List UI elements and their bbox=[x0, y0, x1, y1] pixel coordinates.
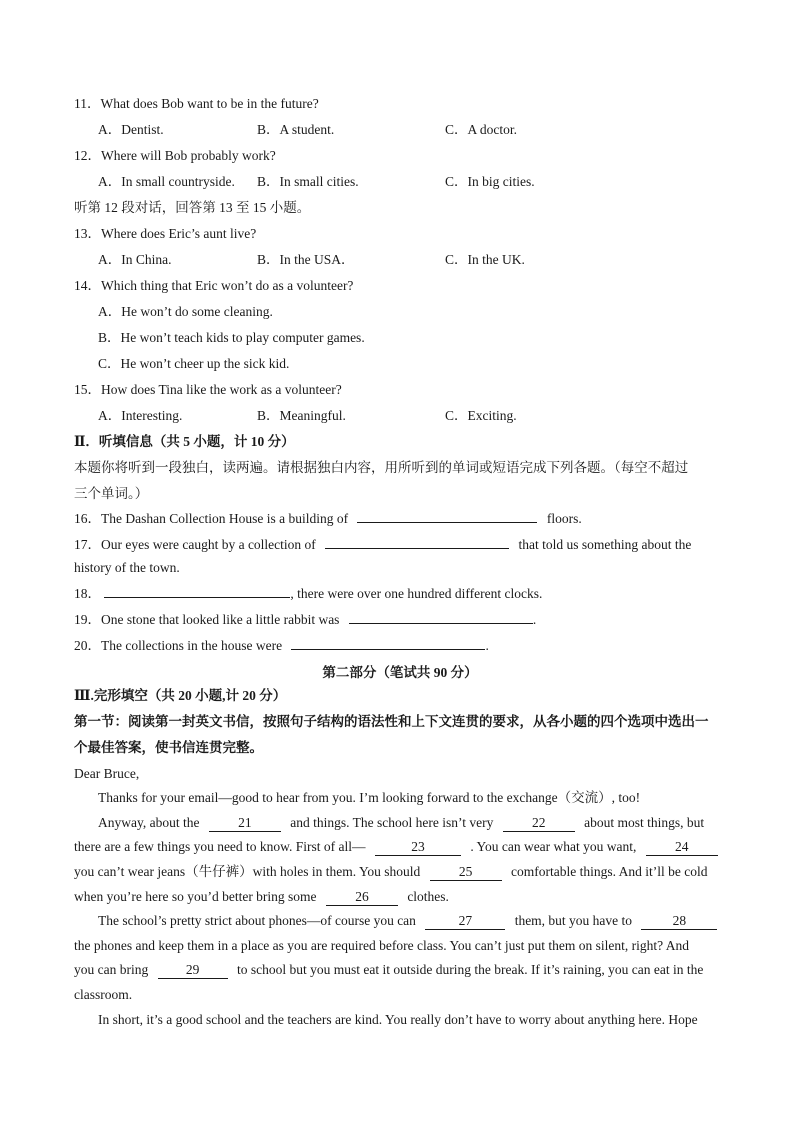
option-a: A．He won’t do some cleaning. bbox=[98, 304, 273, 319]
cloze-blank-21[interactable]: 21 bbox=[209, 815, 281, 832]
question-17-text-end: that told us something about the bbox=[518, 537, 692, 552]
text: you can’t wear jeans（牛仔裤）with holes in them. You should bbox=[74, 864, 421, 879]
question-16 bbox=[74, 508, 582, 528]
text: when you’re here so you’d better bring some bbox=[74, 889, 317, 904]
cloze-blank-26[interactable]: 26 bbox=[326, 889, 398, 906]
text: there are a few things you need to know. First of all— bbox=[74, 839, 366, 854]
option-c: C．In big cities. bbox=[445, 174, 535, 189]
question-18-text: , there were over one hundred different clocks. bbox=[290, 586, 543, 601]
letter-paragraph-3-line-4: classroom. bbox=[74, 987, 133, 1002]
text: clothes. bbox=[407, 889, 449, 904]
option-c: C．He won’t cheer up the sick kid. bbox=[98, 356, 290, 371]
question-17-cont: history of the town. bbox=[74, 560, 180, 575]
cloze-blank-24[interactable]: 24 bbox=[646, 839, 718, 856]
letter-paragraph-3-line-2: the phones and keep them in a place as you are required before class. You can’t just put them on silent, right? And bbox=[74, 938, 689, 953]
text: about most things, but bbox=[584, 815, 705, 830]
text: and things. The school here isn’t very bbox=[290, 815, 494, 830]
text: them, but you have to bbox=[514, 913, 633, 928]
question-17-text: 17．Our eyes were caught by a collection of bbox=[74, 537, 316, 552]
letter-paragraph-2-line-4 bbox=[74, 888, 449, 906]
question-12: 12．Where will Bob probably work? bbox=[74, 148, 276, 163]
letter-paragraph-2-line-3 bbox=[74, 863, 707, 881]
question-20-end: . bbox=[485, 638, 489, 653]
question-16-text-end: floors. bbox=[546, 511, 582, 526]
answer-blank-19[interactable] bbox=[349, 609, 533, 624]
text: to school but you must eat it outside during the break. If it’s raining, you can eat in the bbox=[236, 962, 704, 977]
cloze-blank-27[interactable]: 27 bbox=[425, 913, 505, 930]
question-20-text: 20．The collections in the house were bbox=[74, 638, 283, 653]
question-19 bbox=[74, 609, 536, 629]
part-2-title: 第二部分（笔试共 90 分） bbox=[322, 665, 478, 680]
letter-paragraph-1: Thanks for your email—good to hear from you. I’m looking forward to the exchange（交流）, too! bbox=[98, 790, 641, 805]
text: The school’s pretty strict about phones—of course you can bbox=[98, 913, 416, 928]
section-3-heading: Ⅲ.完形填空（共 20 小题,计 20 分） bbox=[74, 688, 287, 703]
letter-paragraph-4: In short, it’s a good school and the teachers are kind. You really don’t have to worry about anything here. Hope bbox=[98, 1012, 698, 1027]
cloze-blank-29[interactable]: 29 bbox=[158, 962, 228, 979]
option-b: B．He won’t teach kids to play computer games. bbox=[98, 330, 365, 345]
section-2-instructions: 本题你将听到一段独白，读两遍。请根据独白内容，用所听到的单词或短语完成下列各题。（每空不超过 bbox=[74, 460, 689, 475]
option-b: B．In small cities. bbox=[257, 174, 359, 189]
question-15: 15．How does Tina like the work as a volunteer? bbox=[74, 382, 342, 397]
section-3-instructions: 第一节：阅读第一封英文书信，按照句子结构的语法性和上下文连贯的要求，从各小题的四个选项中选出一 bbox=[74, 714, 709, 729]
question-19-text: 19．One stone that looked like a little rabbit was bbox=[74, 612, 340, 627]
letter-paragraph-2-line-2 bbox=[74, 838, 718, 856]
answer-blank-16[interactable] bbox=[357, 508, 537, 523]
answer-blank-18[interactable] bbox=[104, 583, 290, 598]
letter-paragraph-3-line-1 bbox=[98, 912, 717, 930]
question-13: 13．Where does Eric’s aunt live? bbox=[74, 226, 257, 241]
answer-blank-17[interactable] bbox=[325, 534, 509, 549]
section-2-instructions-cont: 三个单词。） bbox=[74, 486, 149, 501]
option-c: C．A doctor. bbox=[445, 122, 518, 137]
text: comfortable things. And it’ll be cold bbox=[510, 864, 708, 879]
option-c: C．Exciting. bbox=[445, 408, 517, 423]
question-16-text: 16．The Dashan Collection House is a building of bbox=[74, 511, 349, 526]
cloze-blank-23[interactable]: 23 bbox=[375, 839, 461, 856]
letter-salutation: Dear Bruce, bbox=[74, 766, 140, 781]
cloze-blank-28[interactable]: 28 bbox=[641, 913, 717, 930]
section-2-heading: Ⅱ．听填信息（共 5 小题，计 10 分） bbox=[74, 434, 295, 449]
letter-paragraph-2-line-1 bbox=[98, 814, 704, 832]
question-14: 14．Which thing that Eric won’t do as a volunteer? bbox=[74, 278, 354, 293]
question-20 bbox=[74, 635, 489, 655]
answer-blank-20[interactable] bbox=[291, 635, 485, 650]
question-19-end: . bbox=[532, 612, 537, 627]
cloze-blank-22[interactable]: 22 bbox=[503, 815, 575, 832]
question-18-number: 18． bbox=[74, 586, 101, 601]
option-a: A．In small countryside. bbox=[98, 174, 235, 189]
cloze-blank-25[interactable]: 25 bbox=[430, 864, 502, 881]
option-a: A．Dentist. bbox=[98, 122, 164, 137]
text: . You can wear what you want, bbox=[470, 839, 637, 854]
option-b: B．A student. bbox=[257, 122, 335, 137]
question-11: 11．What does Bob want to be in the future? bbox=[74, 96, 319, 111]
text: Anyway, about the bbox=[98, 815, 200, 830]
letter-paragraph-3-line-3 bbox=[74, 961, 703, 979]
option-b: B．In the USA． bbox=[257, 252, 355, 267]
text: you can bring bbox=[74, 962, 149, 977]
option-c: C．In the UK. bbox=[445, 252, 525, 267]
option-b: B．Meaningful. bbox=[257, 408, 346, 423]
question-18 bbox=[74, 583, 542, 603]
option-a: A．In China. bbox=[98, 252, 172, 267]
question-17 bbox=[74, 534, 691, 554]
dialogue-note: 听第 12 段对话，回答第 13 至 15 小题。 bbox=[74, 200, 311, 215]
section-3-instructions-cont: 个最佳答案，使书信连贯完整。 bbox=[74, 740, 263, 755]
option-a: A．Interesting. bbox=[98, 408, 183, 423]
